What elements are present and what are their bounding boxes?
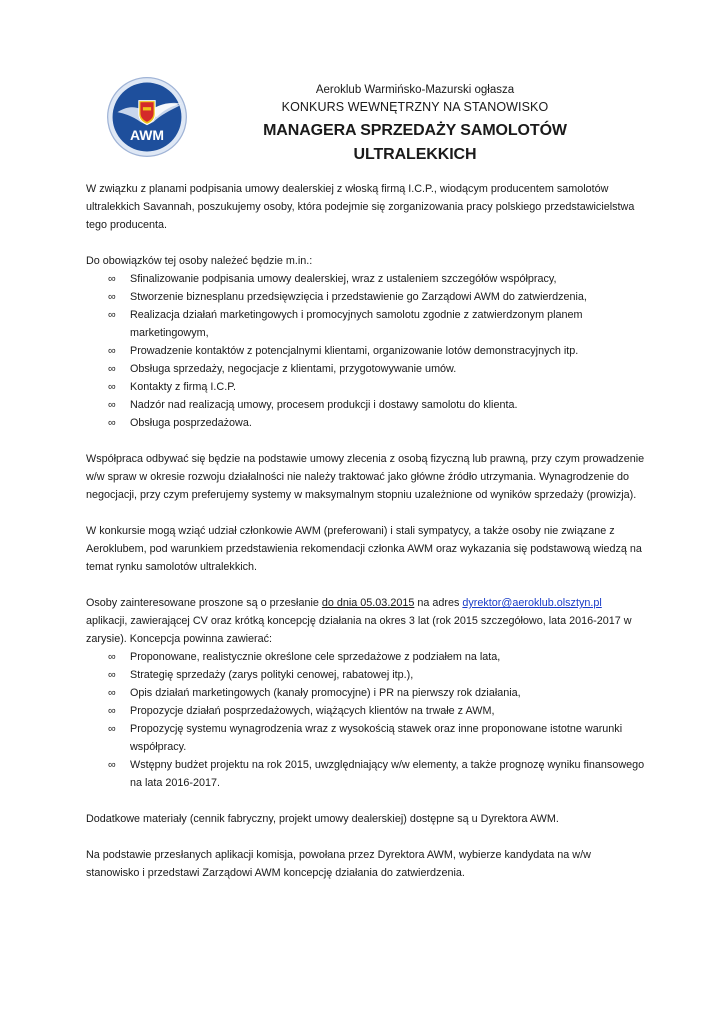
logo-text: AWM bbox=[129, 126, 165, 143]
list-item: ∞ Opis działań marketingowych (kanały promocyjne) i PR na pierwszy rok działania, bbox=[86, 684, 646, 702]
page-header bbox=[200, 82, 630, 167]
bullet-icon: ∞ bbox=[108, 363, 116, 375]
cooperation-paragraph: Współpraca odbywać się będzie na podstawie umowy zlecenia z osobą fizyczną lub prawną, przy czym prowadzenie w/w spraw w okresie rozwoju działalności nie należy traktować jako główne źródło utrzymania. Wynagrodzenie do negocjacji, przy czym preferujemy systemy w maksymalnym stopniu uzależnione od wyników sprzedaży (prowizja). bbox=[86, 453, 645, 501]
bullet-icon: ∞ bbox=[108, 759, 116, 771]
closing-paragraph: Na podstawie przesłanych aplikacji komisja, powołana przez Dyrektora AWM, wybierze kandydata na w/w stanowisko i przedstawi Zarządowi AWM koncepcję działania do zatwierdzenia. bbox=[86, 849, 591, 879]
email-link[interactable]: dyrektor@aeroklub.olsztyn.pl bbox=[462, 597, 602, 609]
duties-intro: Do obowiązków tej osoby należeć będzie m.in.: bbox=[86, 255, 313, 267]
list-item: ∞ Propozycje działań posprzedażowych, wiążących klientów na trwałe z AWM, bbox=[86, 702, 646, 720]
list-item: ∞ Strategię sprzedaży (zarys polityki cenowej, rabatowej itp.), bbox=[86, 666, 646, 684]
intro-paragraph: W związku z planami podpisania umowy dealerskiej z włoską firmą I.C.P., wiodącym producentem samolotów ultralekkich Savannah, poszukujemy osoby, która podejmie się zorganizowania pracy polskiego przedstawicielstwa tego producenta. bbox=[86, 183, 635, 231]
eligibility-paragraph: W konkursie mogą wziąć udział członkowie AWM (preferowani) i stali sympatycy, a także osoby nie związane z Aeroklubem, pod warunkiem przedstawienia rekomendacji członka AWM oraz wykazania się podstawową wiedzą na temat rynku samolotów ultralekkich. bbox=[86, 525, 642, 573]
bullet-icon: ∞ bbox=[108, 291, 116, 303]
bullet-icon: ∞ bbox=[108, 669, 116, 681]
awm-logo-icon bbox=[106, 76, 188, 158]
bullet-icon: ∞ bbox=[108, 705, 116, 717]
list-item: ∞ Obsługa posprzedażowa. bbox=[86, 414, 646, 432]
list-item: ∞ Prowadzenie kontaktów z potencjalnymi klientami, organizowanie lotów demonstracyjnych itp. bbox=[86, 342, 646, 360]
list-item: ∞ Stworzenie biznesplanu przedsięwzięcia i przedstawienie go Zarządowi AWM do zatwierdzenia, bbox=[86, 288, 646, 306]
application-paragraph: Osoby zainteresowane proszone są o przesłanie do dnia 05.03.2015 na adres dyrektor@aeroklub.olsztyn.pl aplikacji, zawierającej CV oraz krótką koncepcję działania na okres 3 lat (rok 2015 szczegółowo, lata 2016-2017 w zarysie). Koncepcja powinna zawierać: bbox=[86, 597, 632, 645]
list-item: ∞ Nadzór nad realizacją umowy, procesem produkcji i dostawy samolotu do klienta. bbox=[86, 396, 646, 414]
document-body bbox=[86, 180, 646, 882]
duties-list bbox=[86, 270, 646, 432]
list-item: ∞ Propozycję systemu wynagrodzenia wraz z wysokością stawek oraz inne proponowane istotne warunki współpracy. bbox=[86, 720, 646, 756]
header-position-title: MANAGERA SPRZEDAŻY SAMOLOTÓW ULTRALEKKICH bbox=[263, 122, 567, 163]
awm-logo bbox=[106, 76, 188, 158]
bullet-icon: ∞ bbox=[108, 723, 116, 735]
bullet-icon: ∞ bbox=[108, 273, 116, 285]
list-item: ∞ Kontakty z firmą I.C.P. bbox=[86, 378, 646, 396]
bullet-icon: ∞ bbox=[108, 381, 116, 393]
bullet-icon: ∞ bbox=[108, 417, 116, 429]
list-item: ∞ Sfinalizowanie podpisania umowy dealerskiej, wraz z ustaleniem szczegółów współpracy, bbox=[86, 270, 646, 288]
list-item: ∞ Proponowane, realistycznie określone cele sprzedażowe z podziałem na lata, bbox=[86, 648, 646, 666]
header-organization: Aeroklub Warmińsko-Mazurski ogłasza bbox=[315, 84, 515, 96]
bullet-icon: ∞ bbox=[108, 651, 116, 663]
bullet-icon: ∞ bbox=[108, 399, 116, 411]
list-item: ∞ Obsługa sprzedaży, negocjacje z klientami, przygotowywanie umów. bbox=[86, 360, 646, 378]
materials-paragraph: Dodatkowe materiały (cennik fabryczny, projekt umowy dealerskiej) dostępne są u Dyrektora AWM. bbox=[86, 813, 559, 825]
header-contest: KONKURS WEWNĘTRZNY NA STANOWISKO bbox=[281, 100, 549, 114]
list-item: ∞ Wstępny budżet projektu na rok 2015, uwzględniający w/w elementy, a także prognozę wyniku finansowego na lata 2016-2017. bbox=[86, 756, 646, 792]
bullet-icon: ∞ bbox=[108, 687, 116, 699]
list-item: ∞ Realizacja działań marketingowych i promocyjnych samolotu zgodnie z zatwierdzonym planem marketingowym, bbox=[86, 306, 646, 342]
bullet-icon: ∞ bbox=[108, 309, 116, 321]
deadline: do dnia 05.03.2015 bbox=[321, 597, 415, 609]
concept-list bbox=[86, 648, 646, 792]
bullet-icon: ∞ bbox=[108, 345, 116, 357]
